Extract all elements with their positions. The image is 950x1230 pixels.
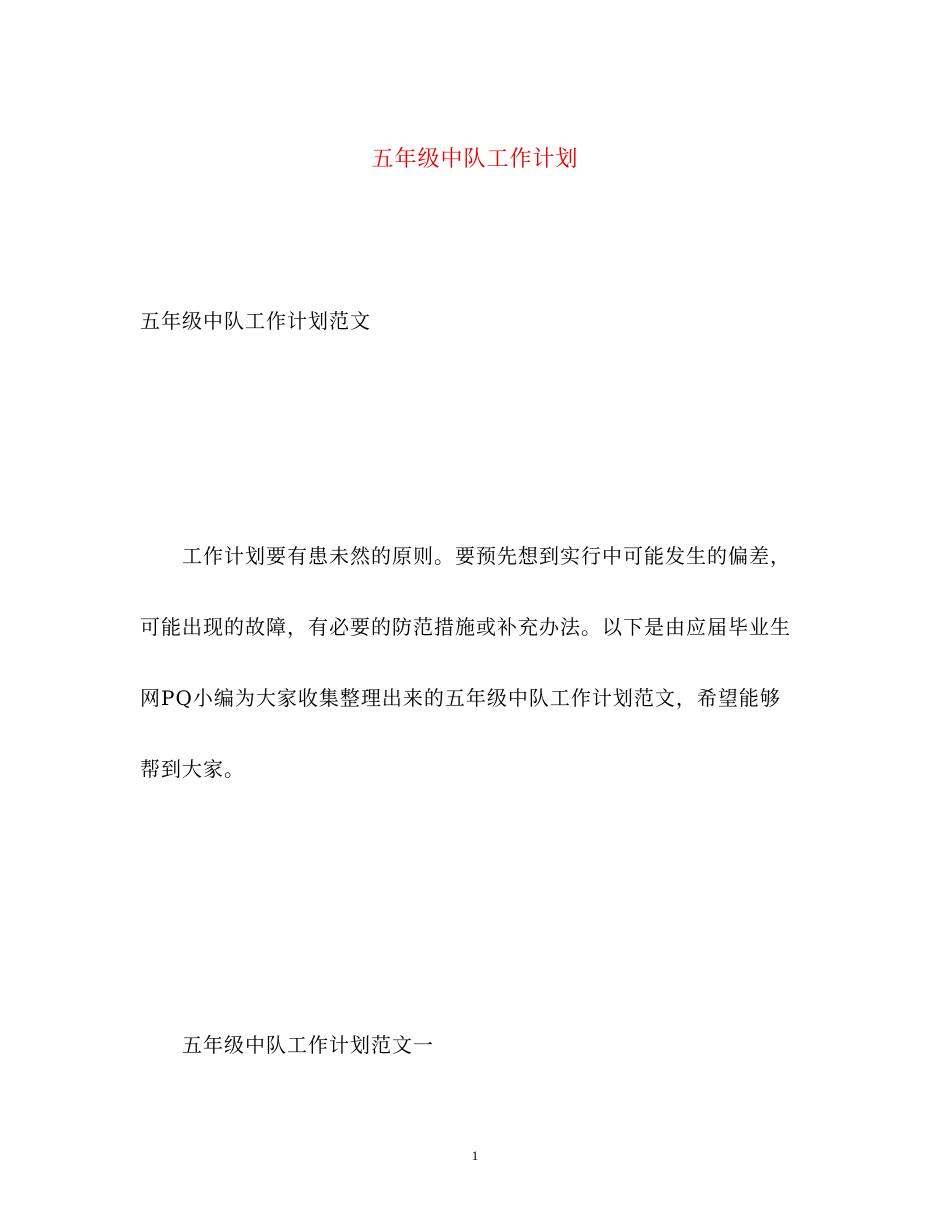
paragraph-line: 帮到大家。 (140, 757, 245, 781)
document-subtitle: 五年级中队工作计划范文 (140, 309, 371, 333)
paragraph-line: 网PQ小编为大家收集整理出来的五年级中队工作计划范文，希望能够 (140, 686, 781, 710)
section-heading: 五年级中队工作计划范文一 (182, 1033, 434, 1057)
paragraph-line: 工作计划要有患未然的原则。要预先想到实行中可能发生的偏差， (182, 544, 791, 568)
intro-paragraph (140, 521, 820, 805)
paragraph-line: 可能出现的故障，有必要的防范措施或补充办法。以下是由应届毕业生 (140, 615, 791, 639)
document-title: 五年级中队工作计划 (371, 147, 579, 172)
page-number: 1 (471, 1148, 479, 1163)
